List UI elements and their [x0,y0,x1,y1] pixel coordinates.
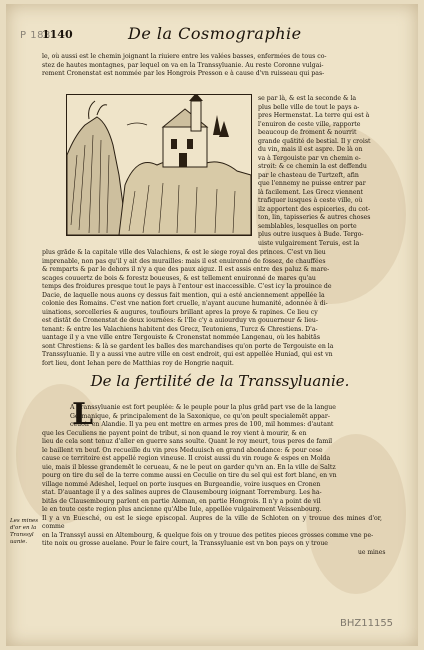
text-line: fort lieu, dont Iehan pere de Matthias roy de Hongrie naquit. [42,359,234,367]
woodcut-illustration [66,94,252,236]
text-line: en la Transsyl aussi en Altembourg, & quelque fois on y trouue des petites pieces grosses comme vne pe- [42,531,374,539]
text-line: se par là, & est la seconde & la [258,95,357,102]
text-line: ton, lin, tapisseries & autres choses [258,214,371,221]
text-line: le, où aussi est le chemin joignant la riuiere entre les valées basses, enfermées de tous co- [42,53,327,60]
text-line: par le chasteau de Turtzeft, afin [258,171,359,179]
section-title: De la fertilité de la Transsyluanie. [90,372,350,390]
inventory-mark: BHZ11155 [340,618,394,629]
text-line: le baillent vn beuf. On recueille du vin pres Meduuisch en grand abondance: & pour cese [42,446,323,454]
text-line: ceuoir en Alandie. Il ya peu ent mettre en armes pres de 100, mil hommes: d'autant [70,421,334,428]
text-line: le en toute ceste region plus ancienne qu'Albe Iule, appellée vulgairement Veissenbourg. [42,506,322,513]
intro-paragraph [42,53,382,79]
text-line: A Transsyluanie est fort peuplée: & le peuple pour la plus grād part vse de la langue [70,404,336,411]
text-line: Dacie, de laquelle nous auons cy dessus fait mention, qui a esté anciennement appellée la [42,291,325,299]
text-line: cause ce territoire est appellé region vineuse. Il croist aussi du vin rouge & espes en Molda [42,455,331,462]
catchword: ue mines [358,549,386,556]
text-line: colonie des Romains. C'est vne nation fort cruelle, n'ayant aucune humanité, adonnée à di- [42,300,328,307]
text-line: stroit: & ce chemin la est deffendu [258,163,367,170]
text-line: lieu de cela sont tenuz d'aller en guerre sans soulte. Quant le roy meurt, tous peres de famil [42,438,333,445]
text-line: Germanique, & principalement de la Saxonique, ce qu'on peult specialemēt appar- [70,412,330,420]
text-line: là facilement. Les Grecz viennent [258,188,364,196]
text-line: uie, mais il blesse grandemēt le cerueau, & ne le peut on garder qu'vn an. En la ville de Saltz [42,463,336,471]
text-line: stat. D'auantage il y a des salines aupres de Clausembourg ioignant Torremburg. Les ha- [42,489,322,496]
text-line: stez de hautes montagnes, par lequel on va en la Transsyluanie. Au reste Coronne vulgai- [42,61,324,69]
running-title: De la Cosmographie [128,24,302,43]
text-line: tenant: & entre les Valachiens habitent des Grecz, Teutoniens, Turcz & Chrestiens. D'a- [42,325,318,333]
text-line: village nommé Adeshel, lequel on porte iusques en Burgeandie, voire iusques en Cronen [42,480,321,488]
text-line: grande quātité de bestial. Il y croist [258,137,371,145]
text-line: uantage il y a vne ville entre Tergouiste & Cronenstat nommée Langenau, où les habitās [42,334,321,341]
text-line: l'enuiron de ceste ville, rapporte [258,120,361,128]
page-header [42,26,382,48]
margin-note: Les mines d'or en la Transsyl uanie. [10,518,39,545]
text-line: plus grāde & la capitale ville des Valachiens, & est le siege royal des princes. C'est vn lieu [42,249,326,256]
text-line: ilz apportent des espiceries, du cot- [258,205,371,213]
drop-cap: L [72,397,94,432]
text-line: trafiquer iusques à ceste ville, où [258,197,363,204]
text-line: & remparts & par le dehors il n'y a que des paux aiguz. Il est assis entre des paluz & mare- [42,266,330,273]
text-line: Il y a vn Euesché, ou est le siege episcopal. Aupres de la ville de Schloten on y trouue des mines d'or, comme [42,514,382,530]
castle-on-rocks-woodcut [67,95,251,235]
text-line: que les Ceculiens ne payent point de tribut, si non quand le roy vient à mourir, & en [42,429,307,437]
text-line: tite noix ou grosse auelane. Pour le faire court, la Transsyluanie est vn bon pays on y troue [42,540,328,547]
section-paragraph [42,404,382,549]
text-line: imprenable, non pas qu'il y ait des murailles: mais il est enuironné de fossez, de chauffées [42,257,326,265]
text-line: temps des froidures presque tout le pays à l'entour est inaccessible. C'est icy la prouince de [42,283,332,290]
text-line: uinations, sorcelleries & augures, toufiours brillant apres la proye & rapines. Ce lieu cy [42,308,318,316]
pencil-mark: P 188 [20,30,51,41]
text-line: que l'ennemy ne puisse entrer par [258,180,366,187]
text-line: beaucoup de froment & nourrit [258,129,357,136]
text-line: sont Chrestiens: & là se gardent les balles des marchandises qu'on porte de Tergouiste en la [42,342,334,350]
text-line: va à Tergouiste par vn chemin e- [258,154,361,162]
right-column-text [258,95,384,248]
text-line: pres Hermenstat. La terre qui est à [258,112,370,119]
text-line: pourg on tire du sel de la terre comme aussi en Ceculie on tire du sel qui est fort blanc, en vn [42,472,337,479]
text-line: plus outre iusques à Bude. Tergo- [258,231,364,238]
text-line: bitās de Clausembourg parlent en partie Aleman, en partie Hongrois. Il n'y a point de vil [42,497,321,505]
continued-paragraph [42,249,382,368]
text-line: rement Cronenstat est nommée par les Hongrois Presson e à cause d'vn ruisseau qui pas- [42,70,325,77]
text-line: plus belle ville de tout le pays a- [258,103,360,111]
text-line: uiste vulgairement Teruis, est la [258,239,360,247]
text-line: semblables, lesquelles on porte [258,222,357,230]
text-line: Transsyluanie. Il y a aussi vne autre ville en cest endroit, qui est appellée Huniad, qui est vn [42,351,333,358]
text-line: est distāt de Cronenstat de deux iournées: & l'Ile c'y a auiourduy vn gouuerneur & lieu- [42,317,318,324]
page-number: 1140 [42,28,73,41]
text-line: du vin, mais il est aspre. De là on [258,146,363,153]
text-line: scages couuertz de bois & forestz boueuses, & est tellement enuironné de mares qu'au [42,274,316,282]
